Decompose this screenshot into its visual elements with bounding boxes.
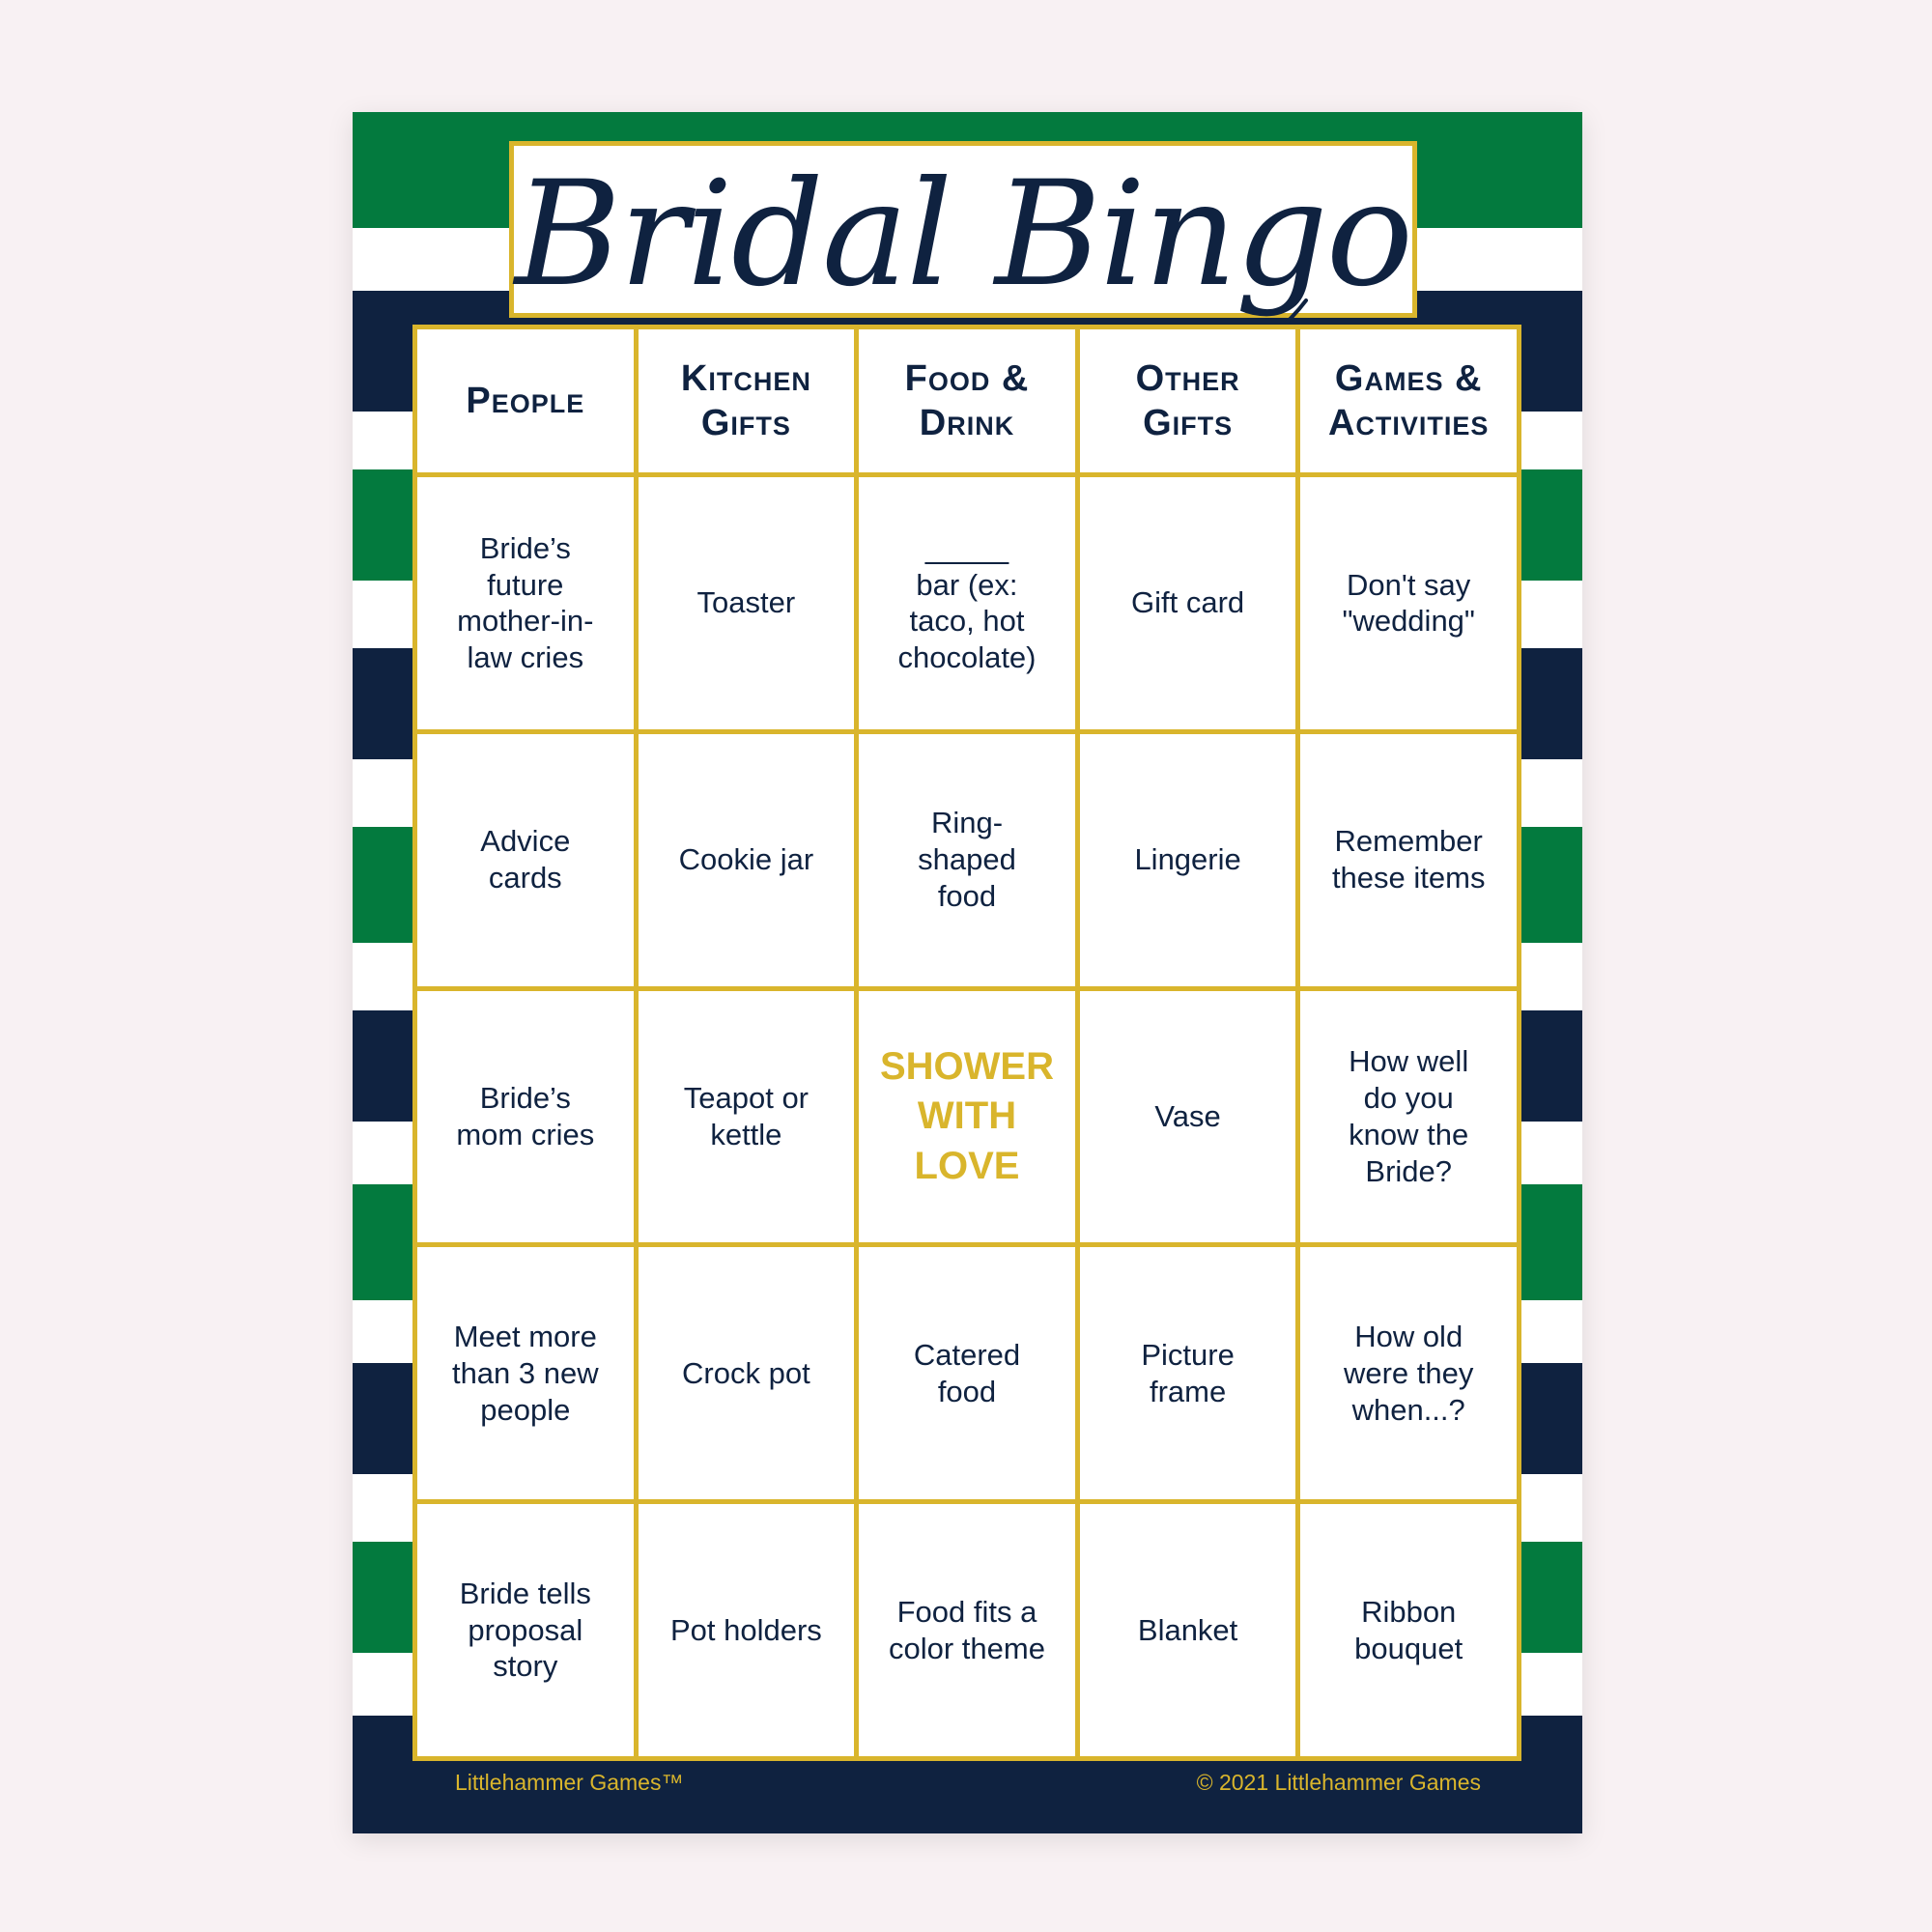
footer-copyright: © 2021 Littlehammer Games <box>1196 1770 1481 1795</box>
bingo-square[interactable]: Ribbon bouquet <box>1300 1504 1517 1756</box>
footer-brand: Littlehammer Games™ <box>455 1770 684 1795</box>
bingo-square[interactable]: Bride’s mom cries <box>417 991 634 1243</box>
bingo-square[interactable]: Catered food <box>859 1247 1075 1499</box>
bingo-grid <box>412 325 1521 1761</box>
title-box <box>509 141 1417 318</box>
bingo-square[interactable]: Teapot or kettle <box>639 991 855 1243</box>
bingo-square[interactable]: Lingerie <box>1080 734 1296 986</box>
bingo-square[interactable]: How well do you know the Bride? <box>1300 991 1517 1243</box>
free-space[interactable]: SHOWER WITH LOVE <box>859 991 1075 1243</box>
bingo-square[interactable]: Pot holders <box>639 1504 855 1756</box>
bingo-card <box>353 112 1582 1833</box>
bingo-square[interactable]: Blanket <box>1080 1504 1296 1756</box>
bingo-square[interactable]: Meet more than 3 new people <box>417 1247 634 1499</box>
bingo-square[interactable]: How old were they when...? <box>1300 1247 1517 1499</box>
bingo-square[interactable]: Bride’s future mother-in- law cries <box>417 477 634 729</box>
bingo-square[interactable]: Ring- shaped food <box>859 734 1075 986</box>
bingo-square[interactable]: Bride tells proposal story <box>417 1504 634 1756</box>
bingo-square[interactable]: Picture frame <box>1080 1247 1296 1499</box>
column-header: Other Gifts <box>1080 329 1296 472</box>
bingo-square[interactable]: Food fits a color theme <box>859 1504 1075 1756</box>
bingo-square[interactable]: Remember these items <box>1300 734 1517 986</box>
column-header: Games & Activities <box>1300 329 1517 472</box>
column-header: People <box>417 329 634 472</box>
bingo-square[interactable]: Crock pot <box>639 1247 855 1499</box>
bingo-square[interactable]: Vase <box>1080 991 1296 1243</box>
bingo-square[interactable]: _____ bar (ex: taco, hot chocolate) <box>859 477 1075 729</box>
bingo-square[interactable]: Don't say "wedding" <box>1300 477 1517 729</box>
page-title: Bridal Bingo <box>514 150 1412 319</box>
bingo-square[interactable]: Advice cards <box>417 734 634 986</box>
column-header: Kitchen Gifts <box>639 329 855 472</box>
column-header: Food & Drink <box>859 329 1075 472</box>
bingo-square[interactable]: Cookie jar <box>639 734 855 986</box>
bingo-square[interactable]: Gift card <box>1080 477 1296 729</box>
bingo-square[interactable]: Toaster <box>639 477 855 729</box>
